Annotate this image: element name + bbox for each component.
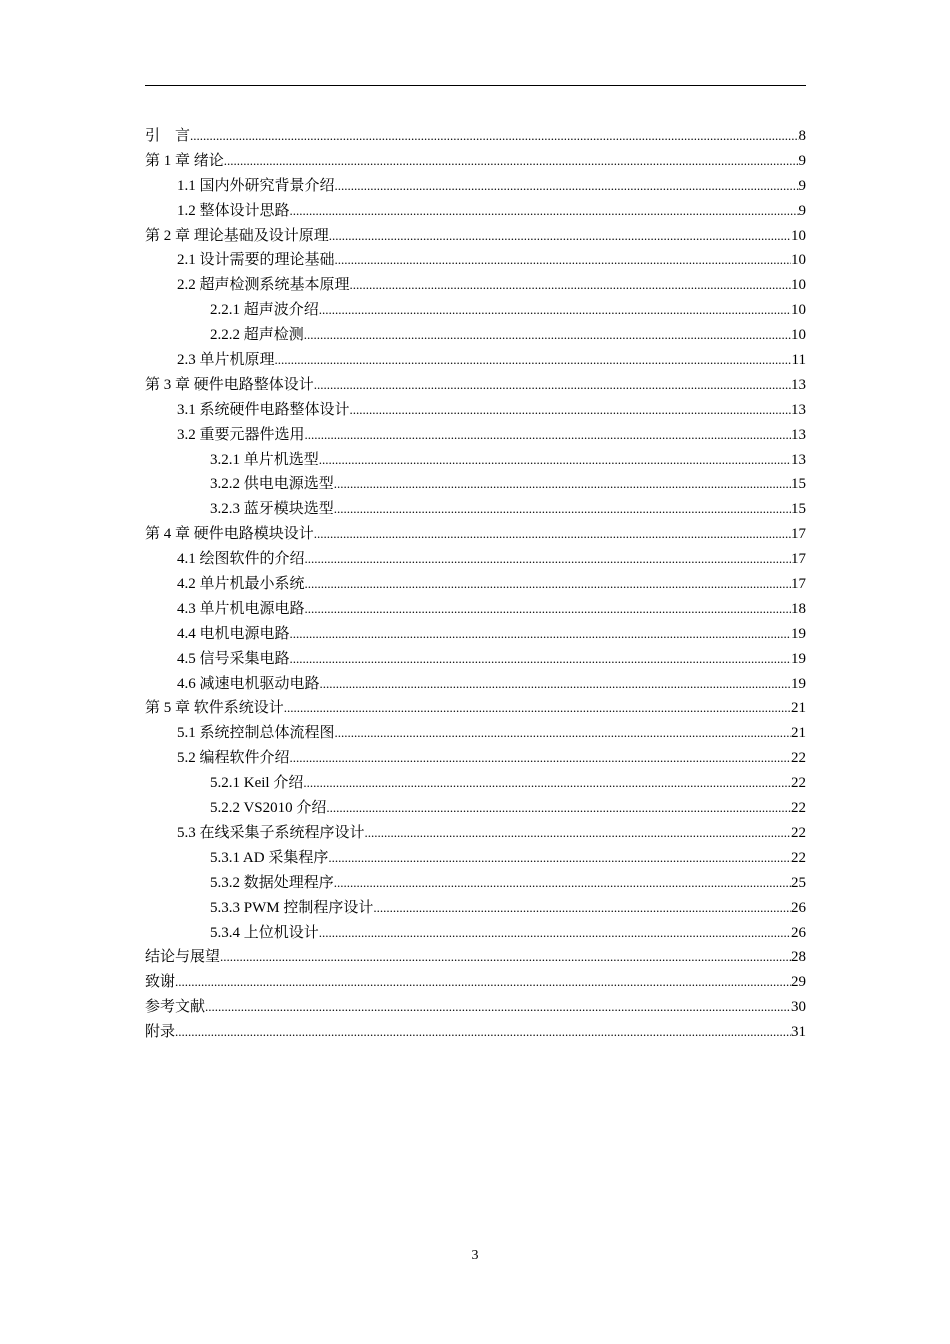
- toc-entry[interactable]: [145, 373, 806, 398]
- toc-dot-leader: [319, 921, 791, 946]
- toc-entry-page: 13: [791, 426, 806, 443]
- toc-entry-page: 25: [791, 874, 806, 891]
- toc-dot-leader: [305, 423, 791, 448]
- toc-dot-leader: [220, 945, 791, 970]
- toc-entry[interactable]: [145, 871, 806, 896]
- toc-entry[interactable]: [145, 995, 806, 1020]
- toc-entry[interactable]: [145, 945, 806, 970]
- toc-dot-leader: [284, 696, 791, 721]
- toc-entry-page: 31: [791, 1024, 806, 1041]
- toc-entry[interactable]: [145, 672, 806, 697]
- toc-entry[interactable]: [145, 622, 806, 647]
- toc-dot-leader: [335, 721, 791, 746]
- toc-entry[interactable]: [145, 746, 806, 771]
- toc-entry-page: 19: [791, 650, 806, 667]
- toc-entry-title: 5.3 在线采集子系统程序设计: [177, 824, 365, 841]
- toc-dot-leader: [175, 1020, 791, 1045]
- toc-entry-title: 2.2.2 超声检测: [210, 327, 304, 344]
- toc-dot-leader: [224, 149, 799, 174]
- toc-dot-leader: [319, 298, 791, 323]
- toc-entry[interactable]: [145, 846, 806, 871]
- toc-dot-leader: [290, 622, 791, 647]
- toc-entry-page: 11: [791, 352, 806, 369]
- toc-entry[interactable]: [145, 224, 806, 249]
- toc-dot-leader: [275, 348, 792, 373]
- toc-entry-page: 22: [791, 824, 806, 841]
- toc-entry[interactable]: [145, 174, 806, 199]
- toc-entry-title: 附录: [145, 1024, 176, 1041]
- toc-entry-page: 13: [791, 451, 806, 468]
- toc-dot-leader: [328, 846, 791, 871]
- toc-entry[interactable]: [145, 273, 806, 298]
- header-rule: [145, 85, 806, 86]
- toc-entry-page: 18: [791, 600, 806, 617]
- toc-entry-title: 4.5 信号采集电路: [177, 650, 290, 667]
- toc-entry[interactable]: [145, 597, 806, 622]
- toc-entry[interactable]: [145, 522, 806, 547]
- toc-entry-page: 22: [791, 800, 806, 817]
- toc-entry[interactable]: [145, 199, 806, 224]
- toc-entry-title: 第 5 章 软件系统设计: [145, 700, 284, 717]
- toc-entry-page: 26: [791, 924, 806, 941]
- toc-entry-title: 3.2.3 蓝牙模块选型: [210, 501, 334, 518]
- toc-entry-page: 21: [791, 700, 806, 717]
- toc-entry-page: 10: [791, 327, 806, 344]
- toc-entry-page: 10: [791, 302, 806, 319]
- toc-entry-title: 第 3 章 硬件电路整体设计: [145, 376, 314, 393]
- toc-entry-title: 2.1 设计需要的理论基础: [177, 252, 335, 269]
- toc-entry-title: 5.2.1 Keil 介绍: [210, 775, 304, 792]
- toc-entry[interactable]: [145, 398, 806, 423]
- toc-entry[interactable]: [145, 423, 806, 448]
- toc-entry[interactable]: [145, 896, 806, 921]
- toc-entry-title: 4.3 单片机电源电路: [177, 600, 305, 617]
- toc-entry[interactable]: [145, 921, 806, 946]
- toc-entry[interactable]: [145, 771, 806, 796]
- toc-entry-page: 8: [798, 128, 806, 144]
- toc-entry-page: 19: [791, 625, 806, 642]
- toc-entry-page: 17: [791, 576, 806, 593]
- table-of-contents: [145, 124, 806, 1045]
- toc-entry-title: 引 言: [145, 128, 191, 144]
- toc-dot-leader: [319, 448, 791, 473]
- toc-entry[interactable]: [145, 298, 806, 323]
- toc-entry-page: 9: [798, 152, 806, 169]
- toc-entry[interactable]: [145, 448, 806, 473]
- toc-entry-page: 9: [798, 202, 806, 219]
- toc-dot-leader: [303, 771, 791, 796]
- toc-entry[interactable]: [145, 248, 806, 273]
- toc-entry-title: 3.2.2 供电电源选型: [210, 476, 334, 493]
- toc-entry-title: 第 2 章 理论基础及设计原理: [145, 227, 329, 244]
- toc-entry[interactable]: [145, 1020, 806, 1045]
- toc-entry-title: 1.1 国内外研究背景介绍: [177, 177, 335, 194]
- toc-entry-page: 13: [791, 376, 806, 393]
- toc-entry-title: 5.2 编程软件介绍: [177, 750, 290, 767]
- toc-entry-title: 致谢: [145, 974, 176, 991]
- toc-entry-title: 4.1 绘图软件的介绍: [177, 551, 305, 568]
- toc-entry-title: 3.2 重要元器件选用: [177, 426, 305, 443]
- toc-entry-page: 17: [791, 526, 806, 543]
- toc-entry-title: 4.4 电机电源电路: [177, 625, 290, 642]
- toc-entry-page: 22: [791, 775, 806, 792]
- toc-dot-leader: [365, 821, 791, 846]
- toc-dot-leader: [305, 547, 791, 572]
- toc-entry-page: 22: [791, 750, 806, 767]
- toc-entry-title: 3.1 系统硬件电路整体设计: [177, 401, 350, 418]
- toc-dot-leader: [290, 647, 791, 672]
- toc-entry-page: 29: [791, 974, 806, 991]
- toc-entry-title: 2.2.1 超声波介绍: [210, 302, 319, 319]
- toc-entry-page: 21: [791, 725, 806, 742]
- toc-entry-page: 30: [791, 999, 806, 1016]
- toc-dot-leader: [335, 174, 799, 199]
- toc-dot-leader: [334, 497, 791, 522]
- toc-entry-title: 2.3 单片机原理: [177, 352, 275, 369]
- toc-entry-page: 26: [791, 899, 806, 916]
- toc-entry[interactable]: [145, 348, 806, 373]
- toc-dot-leader: [335, 248, 791, 273]
- toc-dot-leader: [175, 970, 791, 995]
- toc-dot-leader: [350, 273, 791, 298]
- toc-entry-title: 2.2 超声检测系统基本原理: [177, 277, 350, 294]
- toc-dot-leader: [190, 124, 798, 149]
- toc-entry[interactable]: [145, 821, 806, 846]
- toc-entry-title: 5.3.4 上位机设计: [210, 924, 319, 941]
- toc-entry-page: 10: [791, 227, 806, 244]
- toc-dot-leader: [314, 373, 791, 398]
- toc-dot-leader: [205, 995, 791, 1020]
- toc-dot-leader: [305, 572, 791, 597]
- toc-entry[interactable]: [145, 970, 806, 995]
- toc-entry-page: 9: [798, 177, 806, 194]
- toc-entry-title: 4.2 单片机最小系统: [177, 576, 305, 593]
- toc-entry-title: 第 1 章 绪论: [145, 152, 224, 169]
- toc-dot-leader: [314, 522, 791, 547]
- toc-entry[interactable]: [145, 572, 806, 597]
- toc-entry[interactable]: [145, 696, 806, 721]
- toc-dot-leader: [334, 472, 791, 497]
- toc-dot-leader: [334, 871, 791, 896]
- toc-dot-leader: [290, 199, 799, 224]
- toc-dot-leader: [305, 597, 791, 622]
- toc-entry-title: 4.6 减速电机驱动电路: [177, 675, 320, 692]
- toc-dot-leader: [320, 672, 791, 697]
- toc-entry[interactable]: [145, 547, 806, 572]
- toc-entry-title: 5.3.2 数据处理程序: [210, 874, 334, 891]
- toc-entry-title: 5.1 系统控制总体流程图: [177, 725, 335, 742]
- toc-dot-leader: [290, 746, 791, 771]
- toc-dot-leader: [350, 398, 791, 423]
- toc-entry-page: 13: [791, 401, 806, 418]
- toc-entry-page: 19: [791, 675, 806, 692]
- toc-dot-leader: [304, 323, 791, 348]
- toc-entry-page: 28: [791, 949, 806, 966]
- toc-entry-page: 10: [791, 277, 806, 294]
- toc-entry-title: 3.2.1 单片机选型: [210, 451, 319, 468]
- toc-entry-page: 15: [791, 501, 806, 518]
- toc-entry-page: 22: [791, 849, 806, 866]
- toc-dot-leader: [373, 896, 791, 921]
- page-number: 3: [471, 1248, 479, 1263]
- toc-entry-title: 5.2.2 VS2010 介绍: [210, 800, 327, 817]
- toc-entry-page: 10: [791, 252, 806, 269]
- toc-entry[interactable]: [145, 721, 806, 746]
- toc-entry-page: 15: [791, 476, 806, 493]
- toc-dot-leader: [329, 224, 791, 249]
- toc-entry[interactable]: [145, 497, 806, 522]
- toc-entry[interactable]: [145, 472, 806, 497]
- toc-entry-title: 参考文献: [145, 999, 206, 1016]
- toc-entry[interactable]: [145, 647, 806, 672]
- toc-entry-title: 第 4 章 硬件电路模块设计: [145, 526, 314, 543]
- toc-entry[interactable]: [145, 796, 806, 821]
- toc-dot-leader: [326, 796, 791, 821]
- toc-entry-title: 结论与展望: [145, 949, 221, 966]
- toc-entry-page: 17: [791, 551, 806, 568]
- toc-entry-title: 5.3.3 PWM 控制程序设计: [210, 899, 374, 916]
- toc-entry[interactable]: [145, 323, 806, 348]
- toc-entry-title: 5.3.1 AD 采集程序: [210, 849, 329, 866]
- toc-entry-title: 1.2 整体设计思路: [177, 202, 290, 219]
- toc-entry[interactable]: [145, 124, 806, 149]
- toc-entry[interactable]: [145, 149, 806, 174]
